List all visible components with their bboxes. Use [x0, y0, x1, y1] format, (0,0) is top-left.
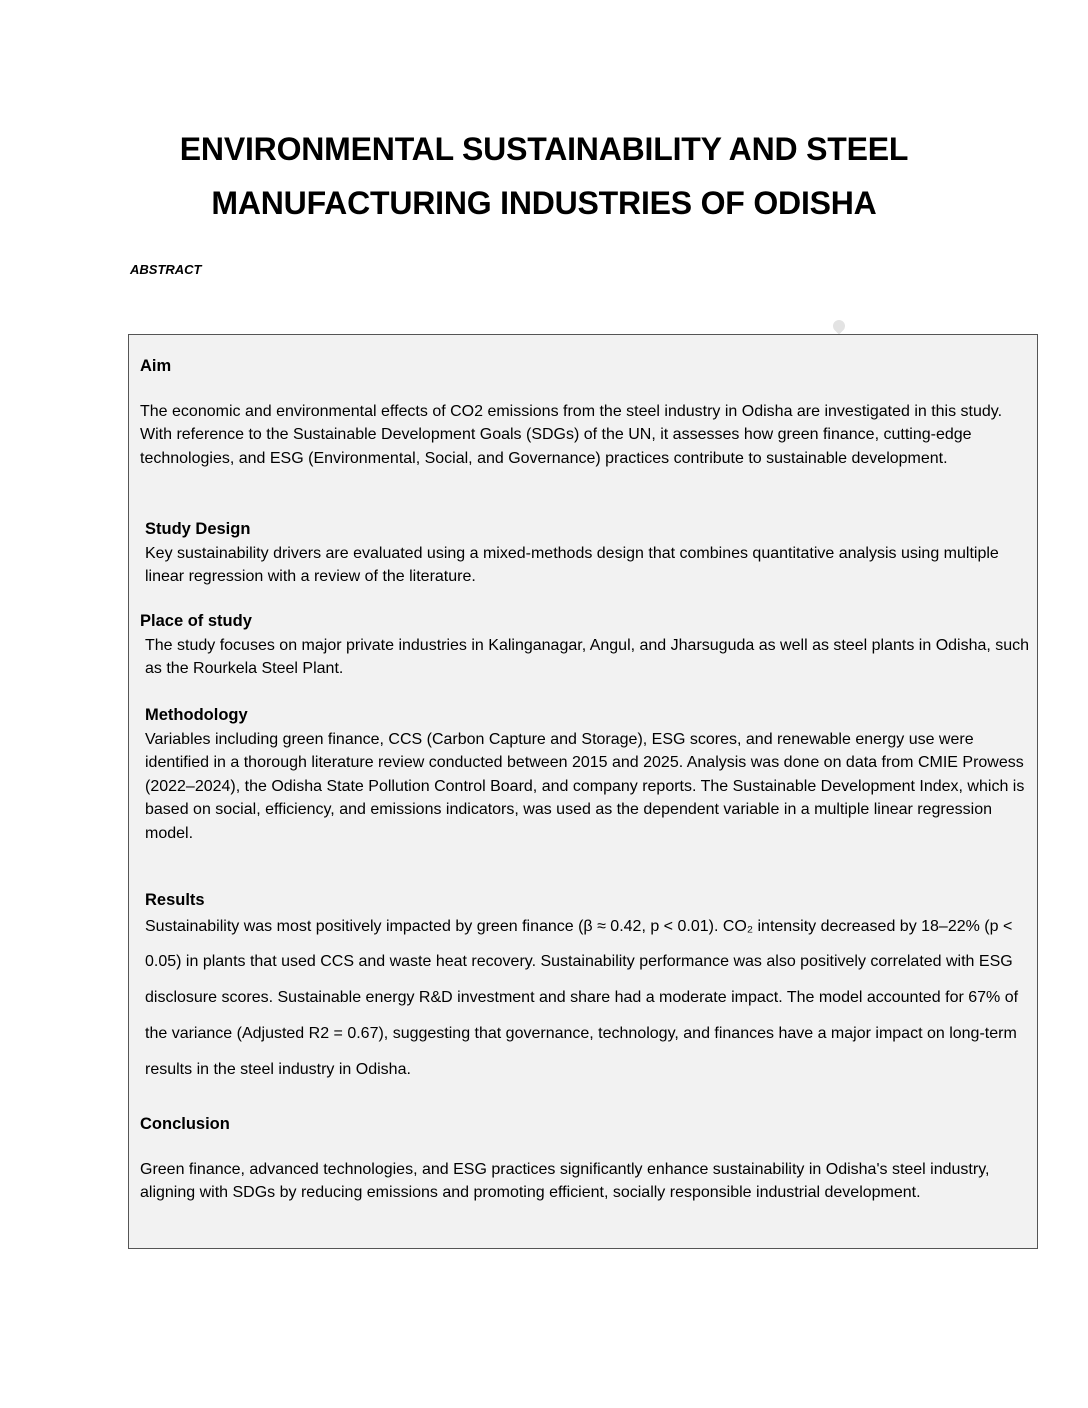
abstract-box	[128, 334, 1038, 1249]
section-text-results: Sustainability was most positively impacted by green finance (β ≈ 0.42, p < 0.01). CO₂ intensity decreased by 18–22% (p < 0.05) in plants that used CCS and waste heat recovery. Sustainability performance was also positively correlated with ESG disclosure scores. Sustainable energy R&D investment and share had a moderate impact. The model accounted for 67% of the variance (Adjusted R2 = 0.67), suggesting that governance, technology, and finances have a major impact on long-term results in the steel industry in Odisha.	[145, 917, 1019, 1078]
section-study-design	[140, 518, 1030, 589]
section-conclusion	[140, 1113, 1030, 1205]
paper-title	[0, 122, 1088, 230]
abstract-label: ABSTRACT	[130, 262, 202, 277]
section-heading-results: Results	[145, 891, 205, 909]
section-text-methodology: Variables including green finance, CCS (Carbon Capture and Storage), ESG scores, and renewable energy use were identified in a thorough literature review conducted between 2015 and 2025. Analysis was done on data from CMIE Prowess (2022–2024), the Odisha State Pollution Control Board, and company reports. The Sustainable Development Index, which is based on social, efficiency, and emissions indicators, was used as the dependent variable in a multiple linear regression model.	[145, 730, 1025, 842]
section-text-aim: The economic and environmental effects of CO2 emissions from the steel industry in Odisha are investigated in this study. With reference to the Sustainable Development Goals (SDGs) of the UN, it assesses how green finance, cutting-edge technologies, and ESG (Environmental, Social, and Governance) practices contribute to sustainable development.	[140, 402, 1003, 467]
section-text-study-design: Key sustainability drivers are evaluated using a mixed-methods design that combines quantitative analysis using multiple linear regression with a review of the literature.	[145, 544, 999, 585]
paper-title-line-1: ENVIRONMENTAL SUSTAINABILITY AND STEEL	[179, 131, 909, 167]
section-heading-place-of-study: Place of study	[140, 612, 252, 630]
section-text-conclusion: Green finance, advanced technologies, and ESG practices significantly enhance sustainability in Odisha's steel industry, aligning with SDGs by reducing emissions and promoting efficient, socially responsible industrial development.	[140, 1160, 990, 1201]
section-place-of-study	[140, 610, 1030, 681]
section-results	[140, 889, 1030, 1087]
watermark-icon	[831, 318, 848, 335]
section-text-place-of-study: The study focuses on major private industries in Kalinganagar, Angul, and Jharsuguda as well as steel plants in Odisha, such as the Rourkela Steel Plant.	[145, 636, 1030, 677]
paper-title-line-2: MANUFACTURING INDUSTRIES OF ODISHA	[211, 185, 877, 221]
section-heading-aim: Aim	[140, 357, 172, 375]
section-aim	[140, 355, 1030, 470]
section-methodology	[140, 704, 1030, 845]
section-heading-conclusion: Conclusion	[140, 1115, 230, 1133]
section-heading-methodology: Methodology	[145, 706, 248, 724]
section-heading-study-design: Study Design	[145, 520, 251, 538]
